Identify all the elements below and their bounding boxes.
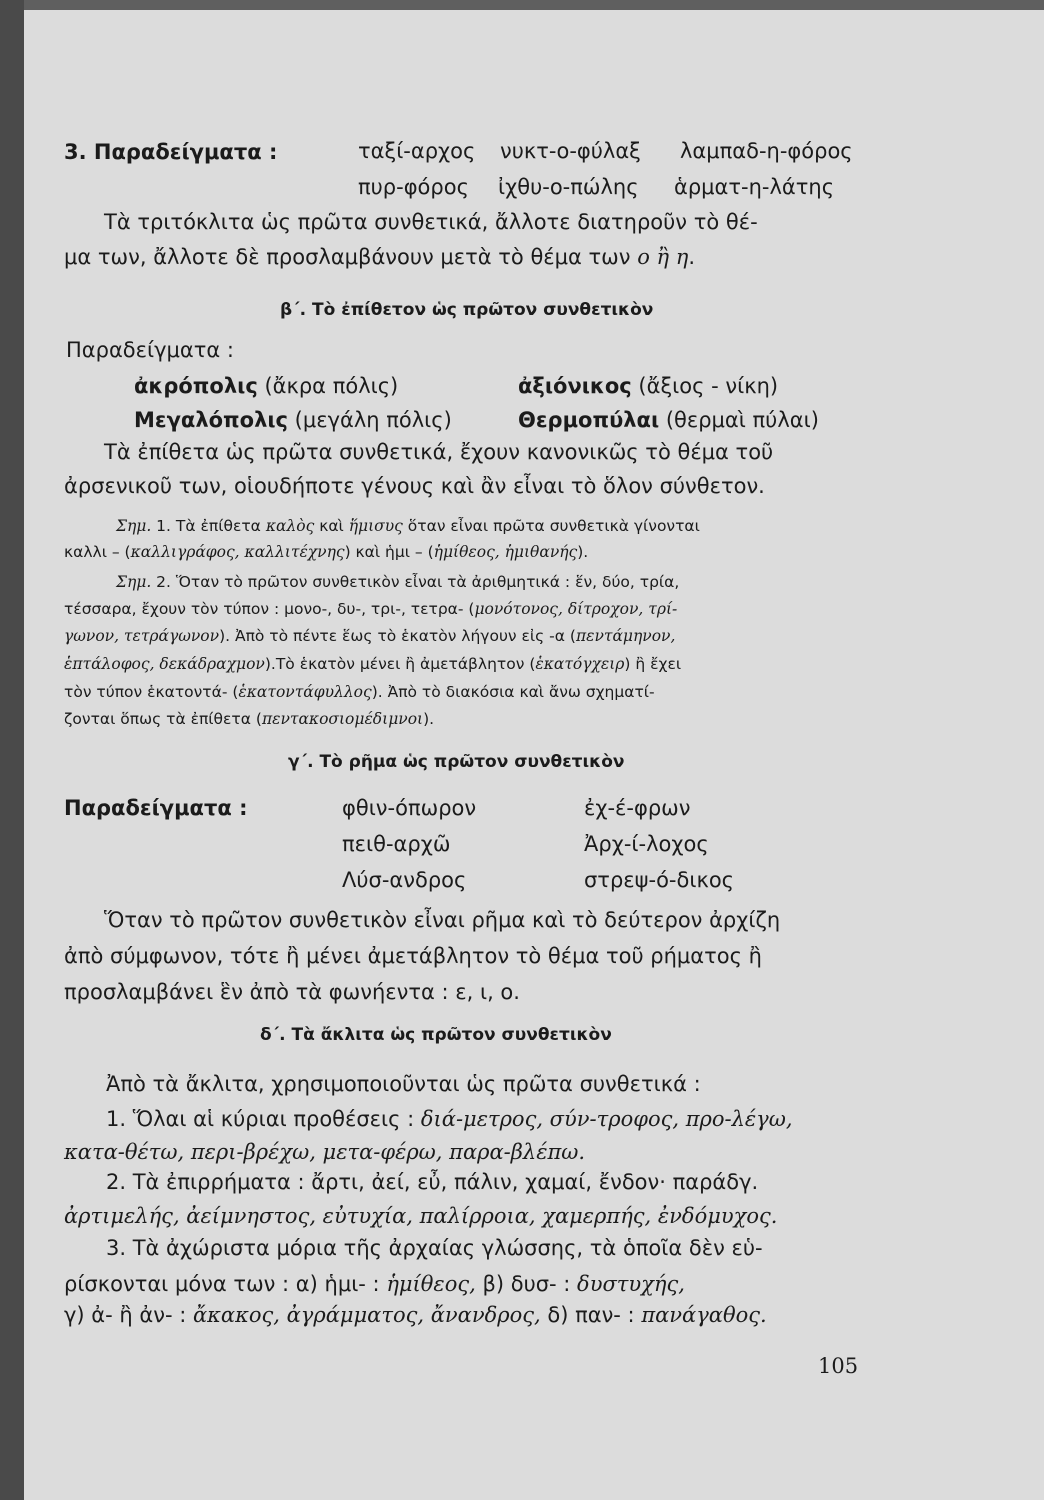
text-line	[64, 710, 434, 728]
body-text-line: Τὰ τριτόκλιτα ὡς πρῶτα συνθετικά, ἄλλοτε διατηροῦν τὸ θέ-	[104, 210, 758, 234]
text-segment: ζονται ὅπως τὰ ἐπίθετα (	[64, 710, 262, 728]
text-segment: καλλι – (	[64, 543, 131, 561]
example-word: νυκτ-ο-φύλαξ	[500, 139, 641, 163]
italic-text: καλὸς	[265, 517, 315, 535]
italic-text: πανάγαθος.	[641, 1303, 767, 1327]
italic-text: πεντακοσιομέδιμνοι	[261, 710, 424, 728]
italic-text: ἡμίθεος,	[386, 1272, 476, 1296]
text-segment: ). Ἀπὸ τὸ πέντε ἕως τὸ ἑκατὸν λήγουν εἰς -α (	[219, 627, 576, 645]
section-3-label: 3. Παραδείγματα :	[64, 140, 278, 164]
text-line	[116, 573, 679, 591]
text-segment: ὅταν εἶναι πρῶτα συνθετικὰ γίνονται	[402, 517, 700, 535]
italic-text: πεντάμηνον,	[575, 627, 676, 645]
text-segment: ).	[577, 543, 589, 561]
text-segment: τέσσαρα, ἔχουν τὸν τύπον : μονο-, δυ-, τρι-, τετρα- (	[64, 600, 475, 618]
text-line	[106, 1107, 793, 1131]
text-line	[64, 1140, 585, 1164]
beta-example: ἀκρόπολις (ἄκρα πόλις)	[134, 374, 399, 398]
body-text-line: ἀπὸ σύμφωνον, τότε ἢ μένει ἀμετάβλητον τὸ θέμα τοῦ ρήματος ἢ	[64, 944, 762, 968]
text-line	[64, 1272, 685, 1296]
body-text-line: Ὅταν τὸ πρῶτον συνθετικὸν εἶναι ρῆμα καὶ τὸ δεύτερον ἀρχίζη	[104, 908, 781, 932]
beta-example: Θερμοπύλαι (θερμαὶ πύλαι)	[518, 408, 819, 432]
gamma-example: φθιν-όπωρον	[342, 796, 477, 820]
body-text-line: μα των, ἄλλοτε δὲ προσλαμβάνουν μετὰ τὸ θέμα των ο ἢ η.	[64, 245, 696, 269]
section-delta-heading: δ΄. Τὰ ἄκλιτα ὡς πρῶτον συνθετικὸν	[260, 1025, 612, 1045]
beta-example: ἀξιόνικος (ἄξιος - νίκη)	[518, 374, 779, 398]
text-segment: 1. Τὰ ἐπίθετα	[151, 517, 266, 535]
gamma-example: ἐχ-έ-φρων	[584, 796, 691, 820]
book-page	[24, 10, 1044, 1500]
text-line	[106, 1072, 701, 1096]
text-segment: ).	[423, 710, 435, 728]
text-segment: τὸν τύπον ἑκατοντά- (	[64, 683, 239, 701]
examples-label: Παραδείγματα :	[66, 338, 234, 362]
text-segment: καὶ	[314, 517, 349, 535]
scan-left-edge	[0, 0, 24, 1500]
body-text-line: ἀρσενικοῦ των, οἱουδήποτε γένους καὶ ἂν εἶναι τὸ ὅλον σύνθετον.	[64, 474, 765, 498]
text-segment: 3. Τὰ ἀχώριστα μόρια τῆς ἀρχαίας γλώσσης, τὰ ὁποῖα δὲν εὑ-	[106, 1236, 763, 1260]
text-line	[64, 627, 675, 645]
text-line	[64, 655, 681, 673]
text-segment: ρίσκονται μόνα των : α) ἡμι- :	[64, 1272, 387, 1296]
page-number: 105	[818, 1354, 859, 1378]
example-word: λαμπαδ-η-φόρος	[680, 139, 853, 163]
gamma-example: Ἀρχ-ί-λοχος	[584, 832, 709, 856]
text-line	[116, 517, 700, 535]
text-segment: ) καὶ ἡμι – (	[344, 543, 434, 561]
body-text-line: προσλαμβάνει ἓν ἀπὸ τὰ φωνήεντα : ε, ι, ο.	[64, 980, 520, 1004]
italic-text: ἡμίθεος, ἡμιθανής	[433, 543, 578, 561]
italic-text: γωνον, τετράγωνον	[64, 627, 220, 645]
section-gamma-heading: γ΄. Τὸ ρῆμα ὡς πρῶτον συνθετικὸν	[288, 752, 625, 772]
italic-text: ἑκατοντάφυλλος	[238, 683, 372, 701]
text-segment: δ) παν- :	[540, 1303, 642, 1327]
italic-text: ἄκακος, ἀγράμματος, ἄνανδρος,	[192, 1303, 541, 1327]
italic-text: Σημ.	[116, 573, 152, 591]
text-segment: β) δυσ- :	[475, 1272, 578, 1296]
body-text-line: Τὰ ἐπίθετα ὡς πρῶτα συνθετικά, ἔχουν κανονικῶς τὸ θέμα τοῦ	[104, 440, 774, 464]
italic-text: κατα-θέτω, περι-βρέχω, μετα-φέρω, παρα-βλέπω.	[64, 1140, 586, 1164]
text-line	[64, 1303, 767, 1327]
text-segment: Ἀπὸ τὰ ἄκλιτα, χρησιμοποιοῦνται ὡς πρῶτα συνθετικά :	[106, 1072, 701, 1096]
text-segment: 2. Τὰ ἐπιρρήματα : ἄρτι, ἀεί, εὖ, πάλιν, χαμαί, ἔνδον· παράδγ.	[106, 1170, 759, 1194]
text-segment: ) ἢ ἔχει	[624, 655, 682, 673]
italic-text: δυστυχής,	[577, 1272, 685, 1296]
italic-text: ἑκατόγχειρ	[535, 655, 625, 673]
example-word: ταξί-αρχος	[358, 139, 476, 163]
italic-text: μονότονος, δίτροχον, τρί-	[474, 600, 678, 618]
gamma-example: στρεψ-ό-δικος	[584, 868, 734, 892]
italic-text: καλλιγράφος, καλλιτέχνης	[130, 543, 345, 561]
example-word: πυρ-φόρος	[358, 175, 469, 199]
text-segment: ).Τὸ ἑκατὸν μένει ἢ ἀμετάβλητον (	[264, 655, 536, 673]
gamma-example: πειθ-αρχῶ	[342, 832, 451, 856]
example-word: ἁρματ-η-λάτης	[674, 175, 835, 199]
italic-text: ἀρτιμελής, ἀείμνηστος, εὐτυχία, παλίρροια, χαμερπής, ἐνδόμυχος.	[64, 1204, 778, 1228]
text-segment: 1. Ὅλαι αἱ κύριαι προθέσεις :	[106, 1107, 421, 1131]
text-segment: γ) ἀ- ἢ ἀν- :	[64, 1303, 193, 1327]
italic-text: ἑπτάλοφος, δεκάδραχμον	[64, 655, 265, 673]
text-segment: 2. Ὅταν τὸ πρῶτον συνθετικὸν εἶναι τὰ ἀριθμητικά : ἕν, δύο, τρία,	[151, 573, 680, 591]
italic-text: Σημ.	[116, 517, 152, 535]
text-line	[64, 600, 677, 618]
text-line	[64, 1204, 777, 1228]
text-line	[106, 1236, 763, 1260]
text-line	[64, 543, 588, 561]
italic-text: ἥμισυς	[348, 517, 403, 535]
example-word: ἰχθυ-ο-πώλης	[498, 175, 639, 199]
beta-example: Μεγαλόπολις (μεγάλη πόλις)	[134, 408, 452, 432]
section-beta-heading: β΄. Τὸ ἐπίθετον ὡς πρῶτον συνθετικὸν	[280, 300, 654, 320]
text-line	[64, 683, 655, 701]
gamma-example: Λύσ-ανδρος	[342, 868, 467, 892]
text-segment: ). Ἀπὸ τὸ διακόσια καὶ ἄνω σχηματί-	[371, 683, 655, 701]
examples-label: Παραδείγματα :	[64, 796, 248, 820]
italic-text: διά-μετρος, σύν-τροφος, προ-λέγω,	[420, 1107, 793, 1131]
text-line	[106, 1170, 758, 1194]
